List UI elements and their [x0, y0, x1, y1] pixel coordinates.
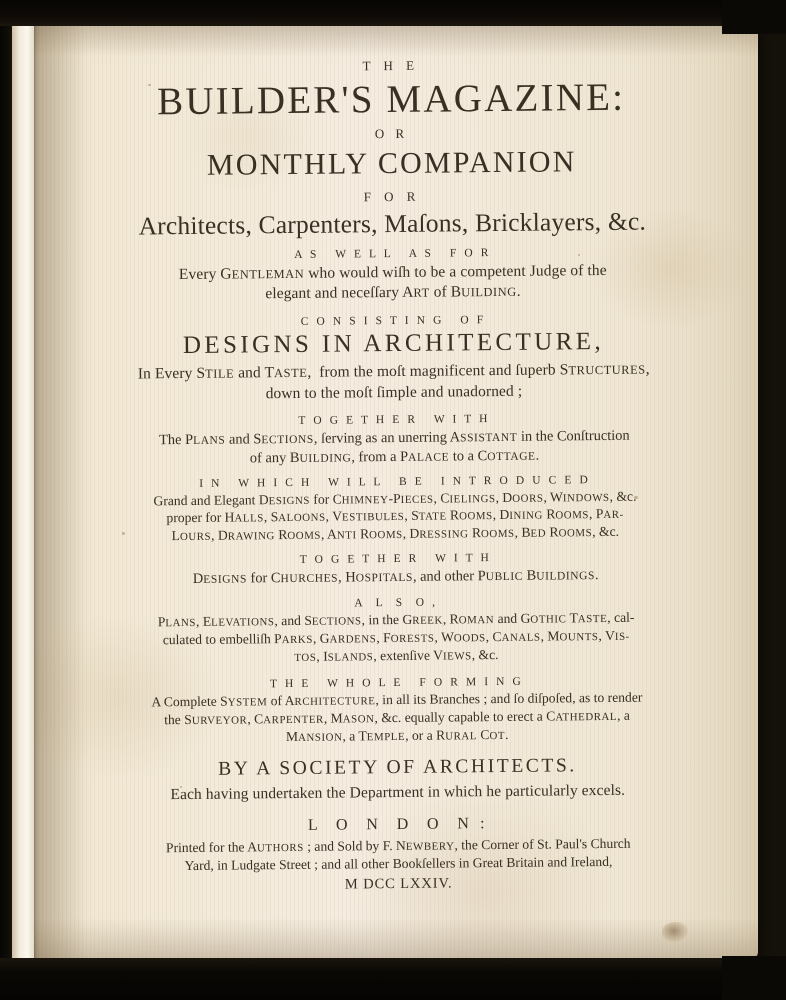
t: in the Conſtruction [517, 427, 630, 445]
society-stanza [33, 741, 762, 807]
t: SSISTANT [460, 431, 518, 445]
t: C [546, 708, 556, 724]
t: of [267, 692, 285, 708]
publication-date-line: M DCC LXXIV. [344, 875, 453, 893]
also-stanza [32, 583, 761, 668]
t: , R [442, 611, 459, 627]
t: TOS [294, 651, 317, 664]
t: , &c. [471, 646, 499, 663]
t: and [234, 364, 265, 382]
t: EWBERY [405, 840, 455, 853]
t: T [264, 364, 275, 382]
t: A [284, 692, 295, 708]
main-title-stanza [26, 23, 756, 243]
t: ASTE [577, 612, 608, 626]
t: RCHITECTURE [294, 694, 376, 708]
t: , and [274, 612, 305, 629]
t: UTHORS [256, 841, 304, 855]
t: OOMS [555, 509, 590, 522]
t: for [309, 491, 333, 507]
main-title-line: BUILDER'S MAGAZINE: [156, 76, 626, 124]
t: HIMNEY [341, 493, 389, 507]
t: ALLS [234, 512, 264, 525]
t: , in the [361, 611, 403, 628]
whole-forming-stanza [33, 661, 762, 748]
t: , P [588, 506, 604, 522]
t: ATHEDRAL [555, 710, 618, 724]
t: proper for [166, 510, 225, 526]
t: URAL [445, 729, 478, 743]
t: , M [323, 710, 343, 726]
t: ESIGNS [203, 573, 247, 587]
t: OOMS [459, 510, 493, 523]
t: ALOONS [278, 512, 326, 525]
t: ORESTS [390, 632, 435, 645]
t: , extenſive [373, 647, 434, 664]
t: P [274, 630, 282, 647]
t: OMAN [458, 614, 495, 627]
t: P [184, 432, 194, 449]
t: culated to embelliſh [162, 631, 275, 648]
t: ESTIBULES [341, 511, 405, 524]
t: UBLIC [485, 571, 524, 584]
t: , cal- [607, 609, 635, 625]
t: , H [338, 569, 356, 586]
also-line: A L S O , [354, 596, 438, 610]
t: and [494, 610, 521, 627]
t: A [247, 839, 258, 855]
t: ECTIONS [261, 433, 314, 447]
t: , and other [412, 568, 478, 586]
together-with-line-2: T O G E T H E R W I T H [299, 552, 492, 567]
t: G [520, 610, 531, 626]
t: OOMS [369, 529, 403, 542]
title-or-line: O R [374, 126, 409, 142]
plans-stanza [30, 400, 759, 470]
t: , [645, 360, 650, 378]
t: . [535, 447, 540, 464]
t: N [395, 837, 406, 853]
t: , or a [405, 727, 437, 743]
stile-line-2: down to the moſt ſimple and unadorned ; [265, 382, 523, 402]
t: , &c. equally capable to erect a [374, 708, 547, 725]
t: , V [598, 627, 615, 643]
t: S [304, 612, 312, 628]
t: , S [263, 509, 279, 525]
t: , D [495, 489, 513, 505]
t: RESSING [419, 528, 469, 542]
t: IECES [400, 493, 434, 506]
t: S [253, 431, 262, 448]
title-page-leaf [30, 26, 758, 958]
t: for [246, 570, 271, 587]
t: elegant and neceſſary [265, 284, 403, 303]
t: . [516, 283, 521, 301]
t: IEWS [442, 650, 472, 663]
t: IS- [614, 630, 630, 643]
t: L [171, 528, 180, 544]
t: IELINGS [449, 492, 496, 506]
t: B [289, 449, 300, 466]
t: M [285, 728, 299, 744]
t: R [274, 527, 288, 543]
t: OORS [512, 492, 544, 505]
t: ASON [342, 712, 375, 726]
each-having-line: Each having undertaken the Department in which he particularly excels. [170, 782, 626, 804]
t: , &c. [609, 488, 637, 504]
t: R [446, 507, 460, 523]
imprint-line-2: Yard, in Ludgate Street ; and all other Bookſellers in Great Britain and Ireland, [184, 853, 613, 873]
t: , F [376, 629, 391, 646]
t: A [402, 284, 414, 302]
t: ARDENS [329, 633, 377, 646]
t: Every [178, 265, 221, 283]
t: S [559, 361, 569, 379]
t: YSTEM [227, 695, 268, 709]
t: D [192, 571, 204, 588]
t: Grand and Elegant [153, 491, 259, 508]
t: OOMS [480, 528, 515, 541]
t: ENTLEMAN [231, 266, 305, 282]
t: , &c. [592, 524, 620, 540]
trades-line: Architects, Carpenters, Maſons, Bricklayers, &c. [138, 207, 647, 241]
t: , from the moſt magnificent and ſuperb [307, 361, 560, 382]
the-whole-forming-line: T H E W H O L E F O R M I N G [269, 675, 524, 690]
t: of [429, 283, 451, 301]
t: G [402, 611, 413, 627]
consisting-of-line: C O N S I S T I N G O F [300, 313, 486, 328]
t: . [594, 567, 599, 584]
t: , in all its Branches ; and ſo diſpoſed, as to render [375, 689, 643, 707]
t: , G [312, 630, 330, 646]
t: OURS [179, 531, 212, 544]
t: A [449, 429, 461, 446]
t: UILDING [461, 285, 517, 300]
t: , W [543, 488, 563, 505]
t: OTTAGE [487, 450, 536, 463]
t: D [258, 491, 269, 507]
t: , a [617, 707, 630, 723]
t: the [164, 711, 185, 727]
t: ; and Sold by F. [303, 837, 397, 854]
photo-bottom-border [0, 958, 786, 1000]
t: TATE [418, 510, 447, 524]
t: ED [530, 527, 547, 541]
t: OODS [453, 632, 486, 645]
t: OT [489, 729, 506, 742]
t: P [477, 568, 486, 585]
t: , C [433, 490, 450, 506]
t: HURCHES [280, 572, 339, 586]
imprint-stanza [34, 800, 763, 896]
gentleman-stanza [28, 235, 757, 307]
t: , D [492, 507, 510, 523]
t: , S [404, 508, 419, 524]
t: G [220, 265, 232, 283]
t: INING [509, 510, 543, 523]
t: of any [249, 449, 290, 467]
t: LANS [165, 616, 197, 630]
t: REEK [412, 614, 443, 627]
t: T [566, 610, 578, 626]
t: B [450, 283, 462, 301]
t: , D [211, 527, 228, 544]
t: Printed for the [165, 839, 248, 856]
t: OSPITALS [355, 572, 413, 585]
t: , from a [351, 448, 401, 466]
title-for-line: F O R [363, 188, 421, 204]
t: , C [485, 628, 502, 645]
t: , C [247, 710, 264, 727]
chimney-stanza [31, 463, 760, 547]
t: ECTIONS [311, 615, 362, 628]
t: SLANDS [327, 651, 374, 664]
t: R [546, 524, 559, 540]
t: , B [514, 525, 531, 541]
by-a-society-line: BY A SOCIETY OF ARCHITECTS. [218, 755, 577, 781]
t: EMPLE [366, 730, 406, 743]
london-line: L O N D O N : [307, 814, 489, 834]
t: , M [540, 628, 560, 644]
page-fore-edge [12, 22, 34, 977]
t: ARKS [281, 633, 313, 646]
photo-top-border [0, 0, 786, 26]
in-which-will-be-introduced-line: I N W H I C H W I L L B E I N T R O D U C E D [199, 473, 591, 490]
t: INDOWS [562, 491, 610, 504]
as-well-as-for-line: A S W E L L A S F O R [294, 246, 492, 261]
t: C [270, 570, 281, 587]
t: ALACE [408, 451, 450, 464]
t: RAWING [227, 530, 275, 543]
t: LEVATIONS [211, 616, 275, 629]
t: OOMS [558, 527, 593, 540]
t: S [184, 711, 192, 727]
t: and [225, 431, 254, 448]
t: V [433, 647, 444, 663]
t: P [157, 614, 166, 630]
t: LANS [193, 434, 226, 448]
t: URVEYOR [191, 714, 248, 727]
t: S [196, 365, 206, 383]
t: R [542, 506, 556, 523]
t: C [476, 726, 490, 742]
t: , A [320, 526, 337, 543]
t: T [358, 727, 367, 743]
t: NTI [336, 529, 357, 542]
t: TILE [205, 366, 235, 382]
t: , a [342, 727, 359, 744]
t: OTHIC [530, 613, 567, 626]
t: R [468, 525, 482, 541]
together-with-line-1: T O G E T H E R W I T H [298, 413, 491, 428]
t: AR- [603, 509, 624, 522]
t: , I [316, 648, 328, 664]
t: C [332, 491, 342, 507]
churches-stanza [31, 540, 759, 591]
binding-bottom-cap [722, 956, 786, 1000]
designs-in-architecture-line: DESIGNS IN ARCHITECTURE, [182, 327, 605, 359]
t: C [477, 447, 488, 465]
t: UILDING [299, 452, 352, 465]
t: R [356, 526, 370, 542]
t: ANSION [298, 731, 343, 744]
t: H [224, 509, 235, 526]
t: OUNTS [559, 630, 599, 644]
t: ASTE [274, 366, 308, 381]
t: RT [413, 285, 430, 301]
t: , the Corner of St. Paul's Church [454, 835, 631, 853]
t: , V [325, 508, 343, 525]
t: UILDINGS [536, 570, 596, 583]
t: In Every [137, 365, 197, 383]
t: , W [434, 629, 454, 645]
t: ARPENTER [263, 713, 324, 726]
t: ESIGNS [268, 494, 311, 507]
t: A Complete [151, 693, 221, 710]
designs-stanza [29, 300, 758, 406]
t: who would wiſh to be a competent Judge of the [304, 261, 607, 282]
t: OOMS [287, 530, 322, 543]
t: The [158, 432, 186, 449]
binding-top-cap [722, 0, 786, 34]
t: to a [449, 448, 478, 465]
subtitle-line: MONTHLY COMPANION [206, 144, 577, 182]
t: , D [402, 526, 420, 542]
t: , E [195, 613, 212, 629]
t: R [436, 727, 446, 743]
t: -P [388, 490, 401, 506]
letterpress-type-block [26, 23, 763, 962]
title-the-line: T H E [362, 57, 420, 74]
t: B [522, 567, 537, 585]
t: . [504, 726, 509, 742]
t: , ſerving as an unerring [313, 429, 450, 447]
t: S [220, 693, 228, 709]
t: TRUCTURES [568, 362, 646, 378]
t: P [399, 448, 409, 465]
t: ANALS [501, 631, 541, 644]
